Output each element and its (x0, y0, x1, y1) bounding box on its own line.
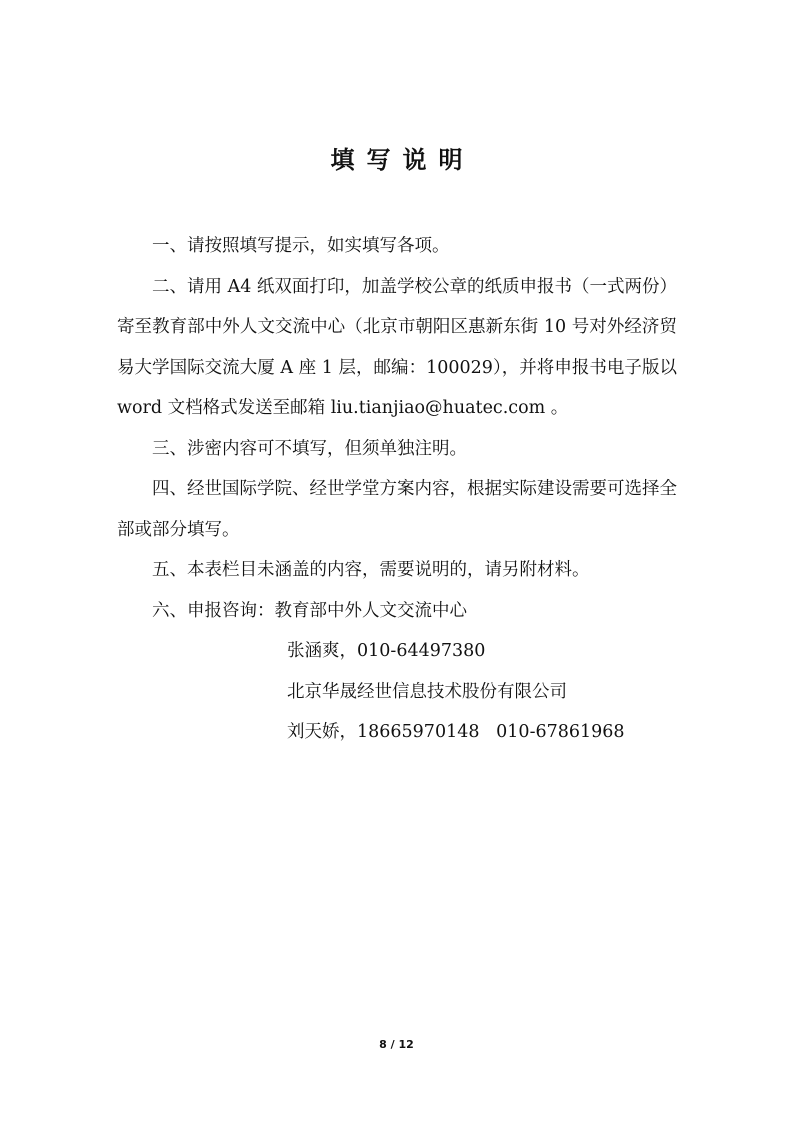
contact-line-1: 张涵爽，010-64497380 (287, 641, 486, 661)
instruction-item-1: 一、请按照填写提示，如实填写各项。 (152, 236, 450, 256)
instruction-item-5: 五、本表栏目未涵盖的内容，需要说明的，请另附材料。 (152, 560, 590, 580)
instruction-item-2: 二、请用 A4 纸双面打印，加盖学校公章的纸质申报书（一式两份）寄至教育部中外人文交流中心（北京市朝阳区惠新东街 10 号对外经济贸易大学国际交流大厦 A 座 1 层，邮编：100029），并将申报书电子版以 word 文档格式发送至邮箱 liu.tianjiao@huatec.com 。 (117, 276, 677, 418)
instruction-item-4: 四、经世国际学院、经世学堂方案内容，根据实际建设需要可选择全部或部分填写。 (117, 479, 677, 540)
instruction-item-6: 六、申报咨询：教育部中外人文交流中心 (152, 600, 467, 621)
page-title: 填写说明 (330, 146, 475, 174)
instruction-item-3: 三、涉密内容可不填写，但须单独注明。 (152, 438, 467, 459)
page-number: 8 / 12 (379, 1038, 414, 1051)
instructions-body (117, 226, 677, 753)
contact-line-3: 刘天娇，18665970148 010-67861968 (287, 722, 625, 742)
contact-line-2: 北京华晟经世信息技术股份有限公司 (287, 681, 567, 702)
